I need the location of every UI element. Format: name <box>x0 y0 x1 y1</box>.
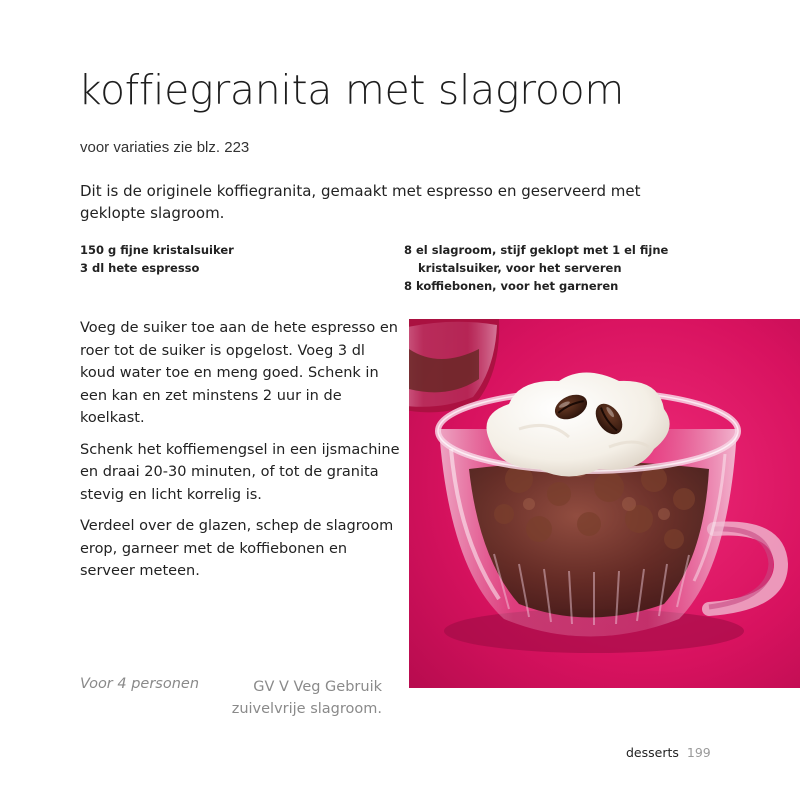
granita-cup-illustration <box>409 319 800 688</box>
method-step: Verdeel over de glazen, schep de slagroom erop, garneer met de koffiebonen en serveer meteen. <box>80 518 394 579</box>
method-steps <box>80 317 400 592</box>
recipe-intro: Dit is de originele koffiegranita, gemaakt met espresso en geserveerd met geklopte slagroom. <box>80 182 641 222</box>
method-step: Voeg de suiker toe aan de hete espresso en roer tot de suiker is opgelost. Voeg 3 dl koud water toe en meng goed. Schenk in een kan en zet minstens 2 uur in de koelkast. <box>80 320 398 426</box>
page-footer <box>626 745 711 760</box>
recipe-title: koffiegranita met slagroom <box>78 66 625 114</box>
method-step: Schenk het koffiemengsel in een ijsmachine en draai 20-30 minuten, of tot de granita stevig en licht korrelig is. <box>80 441 400 503</box>
ingredients-list-right <box>404 241 704 295</box>
recipe-photo <box>409 319 800 688</box>
page-number: 199 <box>686 745 711 760</box>
ingredient-item: 8 el slagroom, stijf geklopt met 1 el fijne kristalsuiker, voor het serveren <box>404 243 669 275</box>
section-label: desserts <box>626 745 679 760</box>
ingredient-item: 3 dl hete espresso <box>80 261 200 275</box>
servings-note: Voor 4 personen <box>80 676 200 692</box>
dietary-note: GV V Veg Gebruik zuivelvrije slagroom. <box>231 679 382 717</box>
variations-note: voor variaties zie blz. 223 <box>80 139 250 156</box>
ingredient-item: 8 koffiebonen, voor het garneren <box>404 279 619 293</box>
ingredient-item: 150 g fijne kristalsuiker <box>80 243 234 257</box>
ingredients-list-left <box>80 241 380 277</box>
